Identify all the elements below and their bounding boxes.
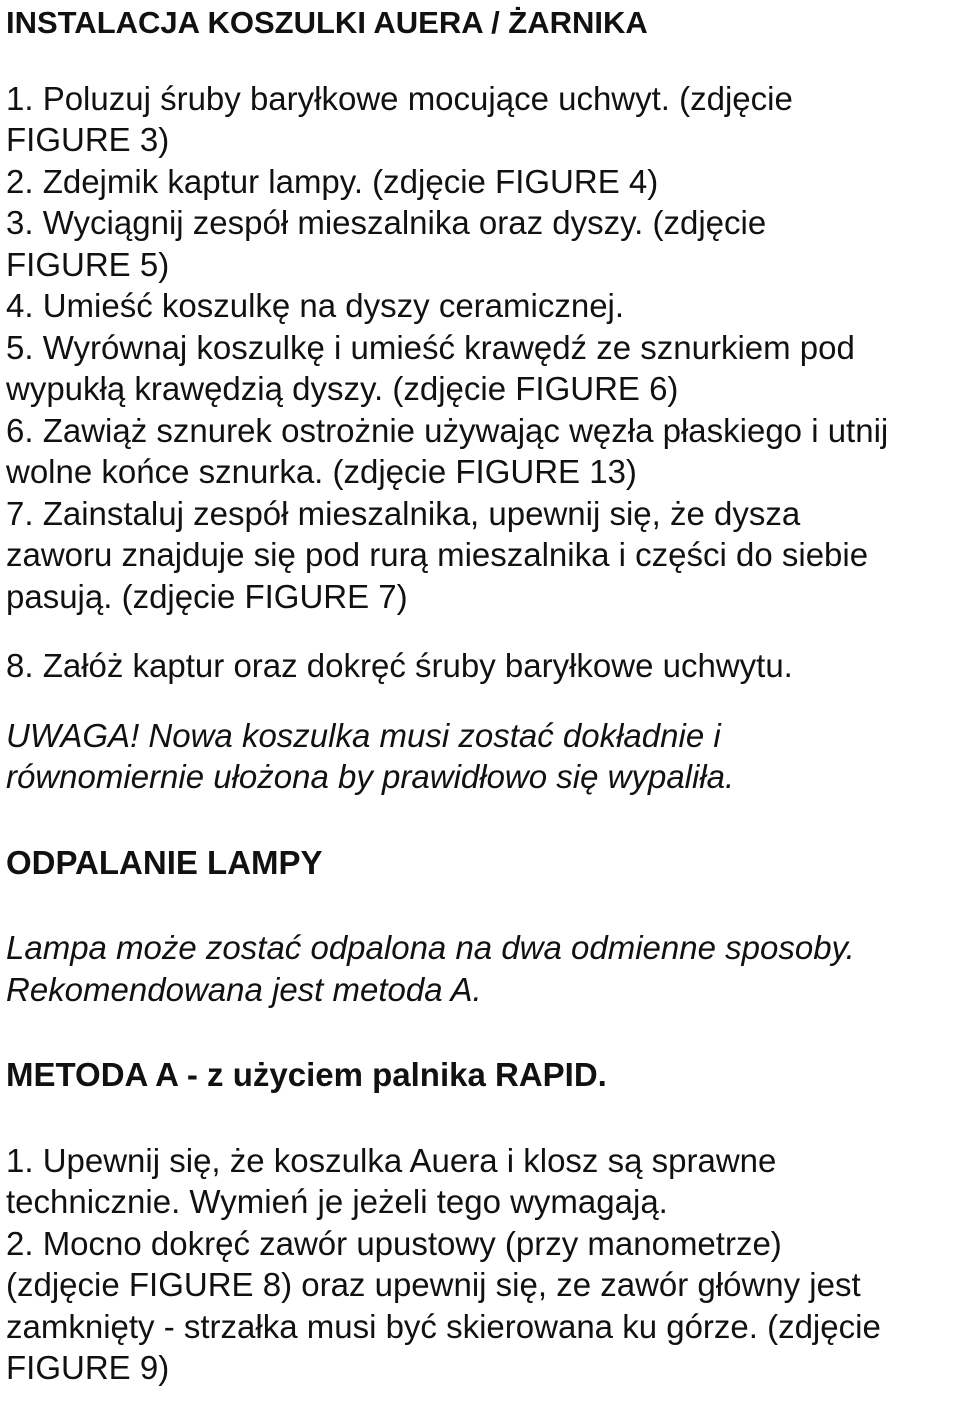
install-line: FIGURE 5) <box>6 245 170 283</box>
install-line: 1. Poluzuj śruby baryłkowe mocujące uchwyt. (zdjęcie <box>6 79 793 117</box>
install-line: FIGURE 3) <box>6 121 170 158</box>
method-a-line: (zdjęcie FIGURE 8) oraz upewnij się, ze zawór główny jest <box>6 1266 861 1303</box>
install-line: 6. Zawiąż sznurek ostrożnie używając węzła płaskiego i utnij <box>6 411 889 449</box>
install-line: pasują. (zdjęcie FIGURE 7) <box>6 577 408 615</box>
warning-line: równomiernie ułożona by prawidłowo się wypaliła. <box>6 758 735 795</box>
install-line: 5. Wyrównaj koszulkę i umieść krawędź ze sznurkiem pod <box>6 328 855 366</box>
method-a-line: 1. Upewnij się, że koszulka Auera i klosz są sprawne <box>6 1141 777 1179</box>
install-line: zaworu znajduje się pod rurą mieszalnika i części do siebie <box>6 536 869 573</box>
intro-line: Rekomendowana jest metoda A. <box>6 970 482 1008</box>
install-line: 4. Umieść koszulkę na dyszy ceramicznej. <box>6 287 625 324</box>
method-a-steps <box>6 1140 956 1389</box>
section-title-odpalanie: ODPALANIE LAMPY <box>6 843 323 881</box>
method-a-line: technicznie. Wymień je jeżeli tego wymagają. <box>6 1183 668 1220</box>
method-a-title: METODA A - z użyciem palnika RAPID. <box>6 1056 607 1093</box>
section-intro <box>6 927 956 1010</box>
document-title: INSTALACJA KOSZULKI AUERA / ŻARNIKA <box>6 5 648 40</box>
install-line: 2. Zdejmik kaptur lampy. (zdjęcie FIGURE 4) <box>6 162 659 200</box>
install-steps <box>6 78 956 618</box>
method-a-line: zamknięty - strzałka musi być skierowana ku górze. (zdjęcie <box>6 1307 881 1345</box>
install-line: wolne końce sznurka. (zdjęcie FIGURE 13) <box>6 453 637 490</box>
method-a-line: FIGURE 9) <box>6 1349 170 1386</box>
install-step-8: 8. Załóż kaptur oraz dokręć śruby baryłkowe uchwytu. <box>6 647 793 684</box>
warning-line: UWAGA! Nowa koszulka musi zostać dokładnie i <box>6 716 721 754</box>
install-line: 3. Wyciągnij zespół mieszalnika oraz dyszy. (zdjęcie <box>6 204 767 241</box>
warning-note <box>6 715 956 798</box>
intro-line: Lampa może zostać odpalona na dwa odmienne sposoby. <box>6 929 855 966</box>
install-line: 7. Zainstaluj zespół mieszalnika, upewnij się, że dysza <box>6 494 801 532</box>
method-a-line: 2. Mocno dokręć zawór upustowy (przy manometrze) <box>6 1224 782 1262</box>
document-page <box>6 0 956 1389</box>
install-line: wypukłą krawędzią dyszy. (zdjęcie FIGURE 6) <box>6 370 679 407</box>
